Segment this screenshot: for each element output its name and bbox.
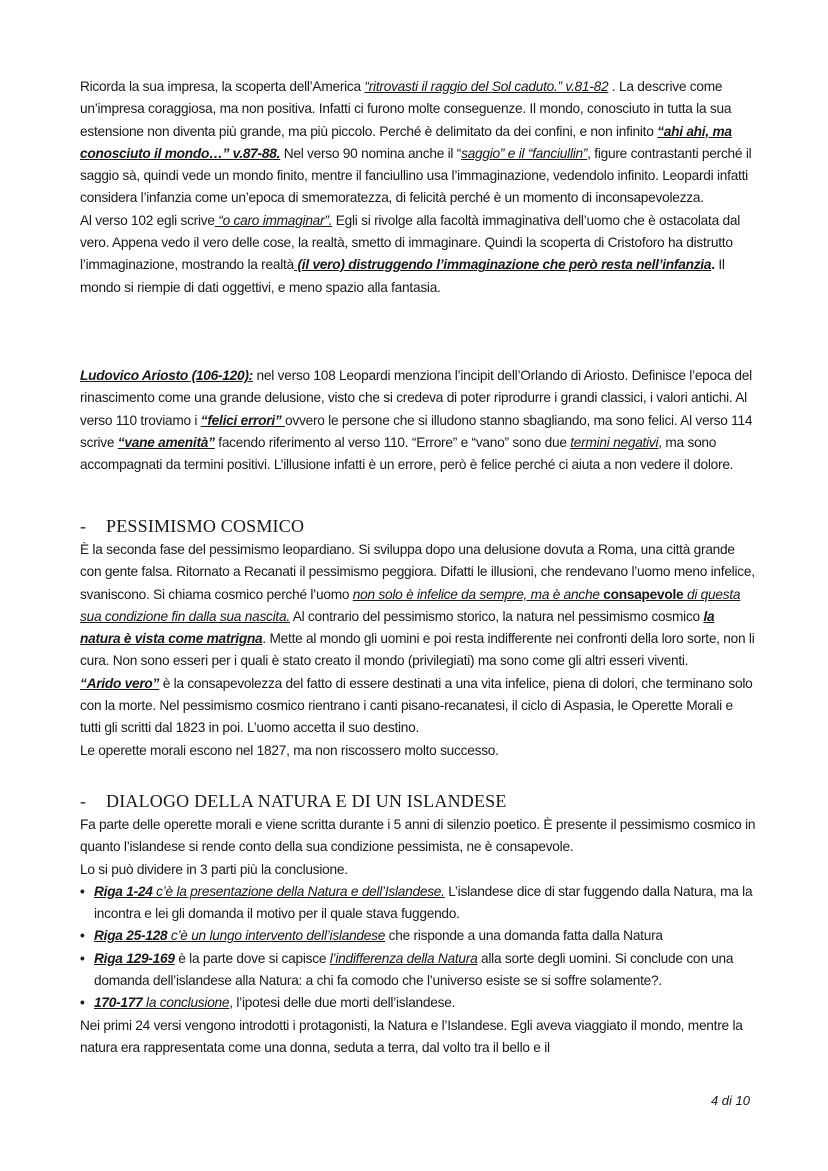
intro-section bbox=[80, 76, 756, 299]
text-run: Egli si rivolge alla facoltà immaginativa dell’uomo che è ostacolata dal vero. Appena vedo il vero delle cose, la realtà, smetto di immaginare. Quindi la scoperta di Cristoforo ha distrutto l’immaginazione, mostrando la realtà bbox=[80, 212, 741, 273]
heading-dialogo bbox=[80, 791, 507, 812]
emphasis-text: c’è la presentazione della Natura e dell’Islandese. bbox=[152, 883, 445, 899]
text-run: facendo riferimento al verso 110. “Errore” e “vano” sono due bbox=[214, 434, 571, 450]
text-run: Ricorda la sua impresa, la scoperta dell’America bbox=[80, 79, 365, 94]
cosmico-section bbox=[80, 539, 756, 762]
paragraph bbox=[80, 365, 756, 476]
text-run: Le operette morali escono nel 1827, ma non riscossero molto successo. bbox=[80, 742, 499, 758]
heading-dash: - bbox=[80, 791, 87, 811]
paragraph bbox=[80, 1015, 756, 1060]
list-item bbox=[80, 881, 756, 926]
emphasis-text: consapevole bbox=[603, 586, 684, 602]
page-number: 4 di 10 bbox=[710, 1093, 750, 1108]
dialogo-section bbox=[80, 814, 756, 1059]
paragraph bbox=[80, 210, 756, 299]
text-run: , figure contrastanti perché il saggio sà, quindi vede un mondo finito, mentre il fanciullino usa l’immaginazione, vedendolo infinito. Leopardi infatti considera l’infanzia come un’epoca di smemoratezza, di felicità perché è un momento di inconsapevolezza. bbox=[80, 145, 752, 206]
emphasis-text: “felici errori” bbox=[200, 412, 286, 428]
text-run: è la parte dove si capisce bbox=[174, 950, 330, 966]
emphasis-text: “vane amenità” bbox=[117, 434, 215, 450]
emphasis-text: Riga 25-128 bbox=[94, 928, 168, 944]
paragraph bbox=[80, 673, 756, 740]
paragraph bbox=[80, 814, 756, 859]
text-run: nel verso 108 Leopardi menziona l’incipit dell’Orlando di Ariosto. Definisce l’epoca del rinascimento come una grande delusione, visto che si credeva di poter riprodurre i grandi classici, i valori antichi. Al verso 110 troviamo i bbox=[80, 368, 752, 428]
emphasis-text: non solo è infelice da sempre, ma è anche bbox=[352, 586, 604, 602]
text-run: , l’ipotesi delle due morti dell’islandese. bbox=[229, 995, 456, 1011]
emphasis-text: la natura è vista come matrigna bbox=[80, 608, 715, 647]
emphasis-text: c’è un lungo intervento dell’islandese bbox=[167, 928, 386, 944]
text-run: Al verso 102 egli scrive bbox=[80, 212, 215, 228]
text-run: È la seconda fase del pessimismo leopardiano. Si sviluppa dopo una delusione dovuta a Roma, una città grande con gente falsa. Ritornato a Recanati il pessimismo peggiora. Difatti le illusioni, che rendevano l’uomo meno infelice, svaniscono. Si chiama cosmico perché l’uomo bbox=[80, 542, 755, 602]
dialogo-intro bbox=[80, 814, 756, 881]
paragraph bbox=[80, 740, 756, 762]
text-run: ovvero le persone che si illudono stanno sbagliando, ma sono felici. Al verso 114 scrive bbox=[80, 412, 753, 450]
text-run: . La descrive come un’impresa coraggiosa, ma non positiva. Infatti ci furono molte conseguenze. Il mondo, conosciuto in tutta la sua estensione non diventa più grande, ma più piccolo. Perché è delimitato da dei confini, e non infinito bbox=[80, 79, 732, 139]
text-run: Lo si può dividere in 3 parti più la conclusione. bbox=[80, 861, 348, 877]
emphasis-text: l’indifferenza della Natura bbox=[329, 950, 478, 966]
paragraph bbox=[80, 859, 756, 881]
text-run: , ma sono accompagnati da termini positivi. L’illusione infatti è un errore, però è felice perché ci aiuta a non vedere il dolore. bbox=[80, 434, 734, 473]
text-run: Nel verso 90 nomina anche il “ bbox=[280, 145, 462, 161]
ariosto-section bbox=[80, 365, 756, 476]
paragraph bbox=[80, 76, 756, 210]
emphasis-text: “ritrovasti il raggio del Sol caduto.” v.81-82 bbox=[364, 79, 609, 94]
emphasis-text: la conclusione bbox=[142, 995, 230, 1011]
emphasis-text: Riga 1-24 bbox=[94, 883, 153, 899]
emphasis-text: “o caro immaginar”. bbox=[214, 212, 333, 228]
emphasis-text: 170-177 bbox=[94, 995, 143, 1011]
emphasis-text: (il vero) distruggendo l’immaginazione che però resta nell’infanzia bbox=[293, 257, 712, 273]
list-item bbox=[80, 925, 756, 947]
emphasis-text: . bbox=[711, 257, 715, 273]
heading-dash: - bbox=[80, 516, 87, 536]
text-run: . Mette al mondo gli uomini e poi resta indifferente nei confronti della loro sorte, non li cura. Non sono esseri per i quali è stato creato il mondo (privilegiati) ma sono come gli altri esseri viventi. bbox=[80, 631, 755, 669]
emphasis-text: Ludovico Ariosto (106-120): bbox=[80, 368, 253, 383]
emphasis-text: Riga 129-169 bbox=[94, 950, 175, 966]
text-run: Al contrario del pessimismo storico, la natura nel pessimismo cosmico bbox=[289, 608, 704, 624]
text-run: Nei primi 24 versi vengono introdotti i protagonisti, la Natura e l’Islandese. Egli aveva viaggiato il mondo, mentre la natura era rappresentata come una donna, seduta a terra, dal volto tra il bello e il bbox=[80, 1017, 743, 1055]
text-run: alla sorte degli uomini. Si conclude con una domanda dell’islandese alla Natura: a chi fa comodo che l’universo esiste se si soffre solamente?. bbox=[94, 950, 734, 989]
text-run: Fa parte delle operette morali e viene scritta durante i 5 anni di silenzio poetico. È presente il pessimismo cosmico in quanto l’islandese si rende conto della sua condizione pessimista, ne è consapevole. bbox=[80, 817, 756, 855]
heading-title: DIALOGO DELLA NATURA E DI UN ISLANDESE bbox=[106, 791, 507, 811]
dialogo-parts-list bbox=[80, 881, 756, 1015]
paragraph bbox=[80, 539, 756, 673]
emphasis-text: saggio” e il “fanciullin” bbox=[461, 145, 588, 161]
heading-pessimismo-cosmico bbox=[80, 516, 304, 537]
text-run: L’islandese dice di star fuggendo dalla Natura, ma la incontra e lei gli domanda il motivo per il quale stava fuggendo. bbox=[94, 883, 753, 922]
heading-title: PESSIMISMO COSMICO bbox=[106, 516, 305, 536]
emphasis-text: di questa sua condizione fin dalla sua nascita. bbox=[80, 586, 741, 624]
list-item bbox=[80, 948, 756, 993]
emphasis-text: “Arido vero” bbox=[80, 675, 160, 691]
text-run: Il mondo si riempie di dati oggettivi, e meno spazio alla fantasia. bbox=[80, 257, 725, 295]
emphasis-text: “ahi ahi, ma conosciuto il mondo…” v.87-88. bbox=[80, 123, 732, 161]
emphasis-text: termini negativi bbox=[570, 434, 659, 450]
dialogo-end bbox=[80, 1015, 756, 1060]
list-item bbox=[80, 992, 756, 1014]
text-run: è la consapevolezza del fatto di essere destinati a una vita infelice, piena di dolori, che terminano solo con la morte. Nel pessimismo cosmico rientrano i canti pisano-recanatesi, il ciclo di Aspasia, le Operette Morali e tutti gli scritti dal 1823 in poi. L’uomo accetta il suo destino. bbox=[80, 675, 753, 736]
text-run: che risponde a una domanda fatta dalla Natura bbox=[385, 928, 663, 944]
